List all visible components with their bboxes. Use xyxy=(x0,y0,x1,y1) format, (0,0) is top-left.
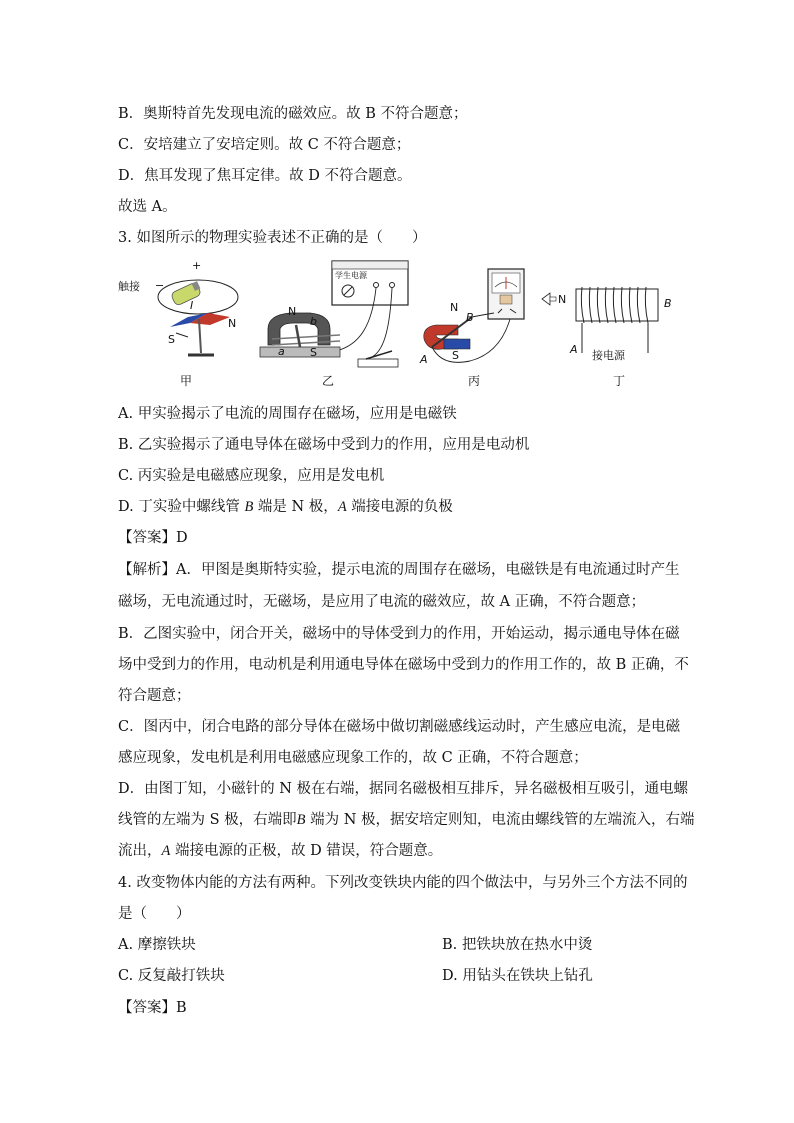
q3-option-a: A. 甲实验揭示了电流的周围存在磁场，应用是电磁铁 xyxy=(118,406,457,422)
figure-ding xyxy=(542,287,672,388)
q4-option-b: B. 把铁块放在热水中烫 xyxy=(442,937,593,953)
yi-a-label: a xyxy=(278,345,285,358)
q4-option-a: A. 摩擦铁块 xyxy=(118,937,196,953)
q3-analysis-9: 线管的左端为 S 极，右端即B 端为 N 极，据安培定则知，电流由螺线管的左端流入，右端 xyxy=(118,812,695,828)
caption-jia: 甲 xyxy=(180,374,193,388)
current-label: I xyxy=(190,299,194,312)
bing-s-label: S xyxy=(452,349,459,362)
supply-label: 学生电源 xyxy=(335,271,367,280)
q4-stem-2: 是（ ） xyxy=(118,906,191,922)
q3-analysis-4: 场中受到力的作用，电动机是利用通电导体在磁场中受到力的作用工作的，故 B 正确，不 xyxy=(118,657,689,673)
q3-analysis-8: D．由图丁知，小磁针的 N 极在右端，据同名磁极相互排斥，异名磁极相互吸引，通电螺 xyxy=(118,781,689,797)
bing-a-label: A xyxy=(420,353,428,366)
minus-sign: − xyxy=(155,279,165,292)
q3-option-d: D. 丁实验中螺线管 B 端是 N 极，A 端接电源的负极 xyxy=(118,499,453,515)
caption-yi: 乙 xyxy=(322,374,335,388)
q3-analysis-7: 感应现象，发电机是利用电磁感应现象工作的，故 C 正确，不符合题意； xyxy=(118,750,588,766)
q3-option-b: B. 乙实验揭示了通电导体在磁场中受到力的作用，应用是电动机 xyxy=(118,437,530,453)
q3-stem: 3. 如图所示的物理实验表述不正确的是（ ） xyxy=(118,230,427,246)
bing-n-label: N xyxy=(450,301,459,314)
figure-jia xyxy=(118,259,238,388)
figure-yi xyxy=(260,261,408,388)
q3-analysis-5: 符合题意； xyxy=(118,688,191,704)
prev-option-b: B．奥斯特首先发现电流的磁效应。故 B 不符合题意； xyxy=(118,106,468,122)
q3-analysis-3: B．乙图实验中，闭合开关，磁场中的导体受到力的作用，开始运动，揭示通电导体在磁 xyxy=(118,626,680,642)
q3-figure xyxy=(110,255,680,395)
q3-analysis-1: 【解析】A．甲图是奥斯特实验，提示电流的周围存在磁场，电磁铁是有电流通过时产生 xyxy=(118,562,680,578)
switch-icon xyxy=(358,359,398,367)
prev-option-c: C．安培建立了安培定则。故 C 不符合题意； xyxy=(118,137,411,153)
bing-magnet-south xyxy=(444,339,470,349)
q4-stem-1: 4. 改变物体内能的方法有两种。下列改变铁块内能的四个做法中，与另外三个方法不同的 xyxy=(118,875,688,891)
ding-b-label: B xyxy=(664,297,672,310)
power-label: 接电源 xyxy=(592,349,625,362)
jia-n-label: N xyxy=(228,317,237,330)
touch-label: 触接 xyxy=(118,280,140,293)
plus-sign: + xyxy=(192,259,202,272)
q3-answer: 【答案】D xyxy=(118,530,188,546)
q4-answer: 【答案】B xyxy=(118,1000,187,1016)
caption-ding: 丁 xyxy=(613,374,626,388)
bing-b-label: B xyxy=(466,311,474,324)
q4-option-c: C. 反复敲打铁块 xyxy=(118,968,225,984)
q3-option-c: C. 丙实验是电磁感应现象，应用是发电机 xyxy=(118,468,385,484)
yi-n-label: N xyxy=(288,305,297,318)
caption-bing: 丙 xyxy=(468,374,481,388)
jia-s-label: S xyxy=(168,333,175,346)
small-needle-south xyxy=(542,293,550,305)
prev-option-d: D．焦耳发现了焦耳定律。故 D 不符合题意。 xyxy=(118,168,412,184)
q4-option-d: D. 用钻头在铁块上钻孔 xyxy=(442,968,593,984)
yi-s-label: S xyxy=(310,346,317,359)
prev-conclusion: 故选 A。 xyxy=(118,199,177,215)
figure-bing xyxy=(419,269,524,388)
ding-n-label: N xyxy=(558,293,567,306)
q3-analysis-10: 流出，A 端接电源的正极，故 D 错误，符合题意。 xyxy=(118,843,443,859)
base-plate xyxy=(260,347,340,357)
yi-b-label: b xyxy=(310,315,317,328)
q3-analysis-2: 磁场，无电流通过时，无磁场，是应用了电流的磁效应，故 A 正确，不符合题意； xyxy=(118,594,646,610)
ding-a-label: A xyxy=(570,343,578,356)
q3-analysis-6: C．图丙中，闭合电路的部分导体在磁场中做切割磁感线运动时，产生感应电流，是电磁 xyxy=(118,719,681,735)
